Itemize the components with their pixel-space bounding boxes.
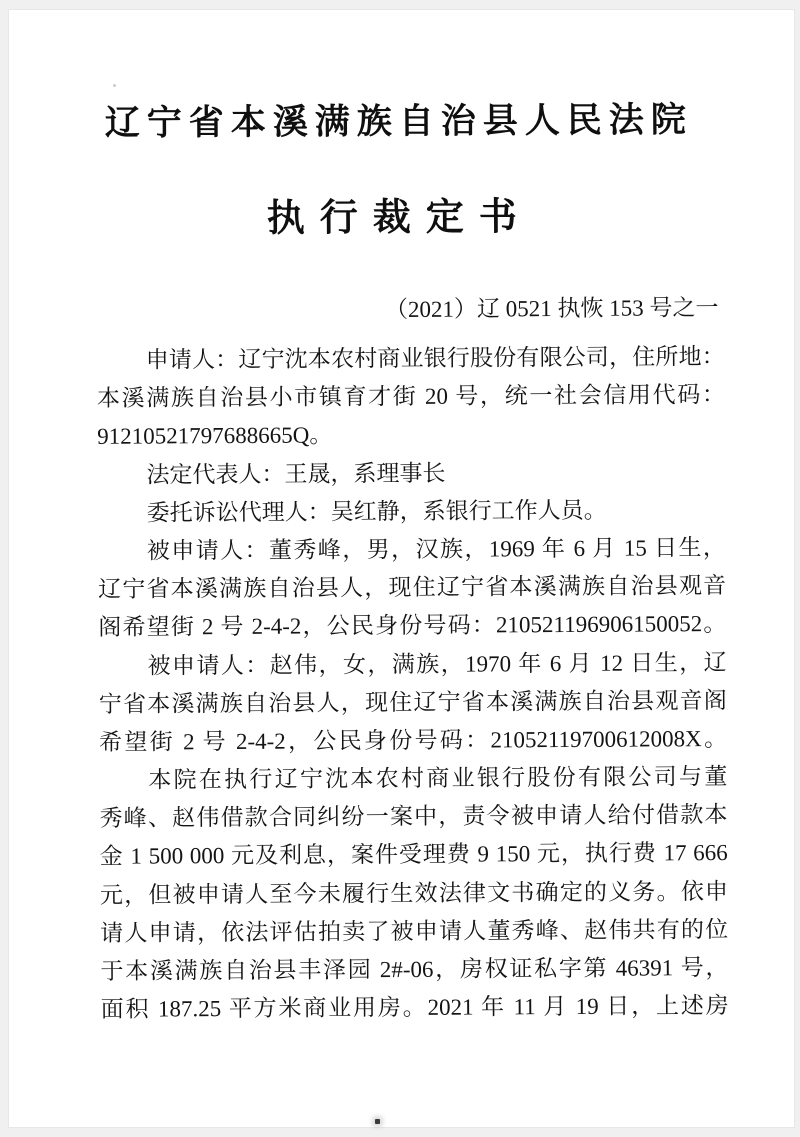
document-body <box>97 338 729 1029</box>
text-line: 申请人：辽宁沈本农村商业银行股份有限公司，住所地： <box>145 344 725 373</box>
text-line: 委托诉讼代理人：吴红静，系银行工作人员。 <box>146 497 607 526</box>
text-line: 辽宁省本溪满族自治县人，现住辽宁省本溪满族自治县观音 <box>98 573 727 602</box>
text-line: 面积 187.25 平方米商业用房。2021 年 11 月 19 日，上述房 <box>100 993 729 1023</box>
text-line: 本院在执行辽宁沈本农村商业银行股份有限公司与董 <box>148 764 728 793</box>
text-line: 金 1 500 000 元及利息，案件受理费 9 150 元，执行费 17 666 <box>99 840 728 870</box>
case-number: （2021）辽 0521 执恢 153 号之一 <box>384 295 719 323</box>
text-line: 本溪满族自治县小市镇育才街 20 号，统一社会信用代码： <box>96 382 726 412</box>
text-line: 法定代表人：王晟，系理事长 <box>146 460 446 488</box>
text-line: 请人申请，依法评估拍卖了被申请人董秀峰、赵伟共有的位 <box>100 916 729 946</box>
text-line: 阁希望街 2 号 2-4-2，公民身份号码：210521196906150052。 <box>98 611 727 641</box>
scan-speck <box>113 84 116 87</box>
text-line: 希望街 2 号 2-4-2，公民身份号码：21052119700612008X。 <box>98 725 728 755</box>
text-line: 被申请人：赵伟，女，满族，1970 年 6 月 12 日生，辽 <box>147 649 727 679</box>
scan-speck <box>375 1119 380 1124</box>
text-line: 于本溪满族自治县丰泽园 2#-06，房权证私字第 46391 号， <box>100 955 729 984</box>
text-line: 91210521797688665Q。 <box>97 422 333 450</box>
text-line: 宁省本溪满族自治县人，现住辽宁省本溪满族自治县观音阁 <box>98 687 727 717</box>
text-line: 被申请人：董秀峰，男，汉族，1969 年 6 月 15 日生， <box>146 534 726 564</box>
document-title: 执行裁定书 <box>266 196 532 240</box>
court-name: 辽宁省本溪满族自治县人民法院 <box>104 100 693 143</box>
text-line: 元，但被申请人至今未履行生效法律文书确定的义务。依申 <box>99 878 729 908</box>
scanned-content <box>6 8 798 1130</box>
text-line: 秀峰、赵伟借款合同纠纷一案中，责令被申请人给付借款本 <box>99 802 728 832</box>
document-page <box>8 9 795 1128</box>
